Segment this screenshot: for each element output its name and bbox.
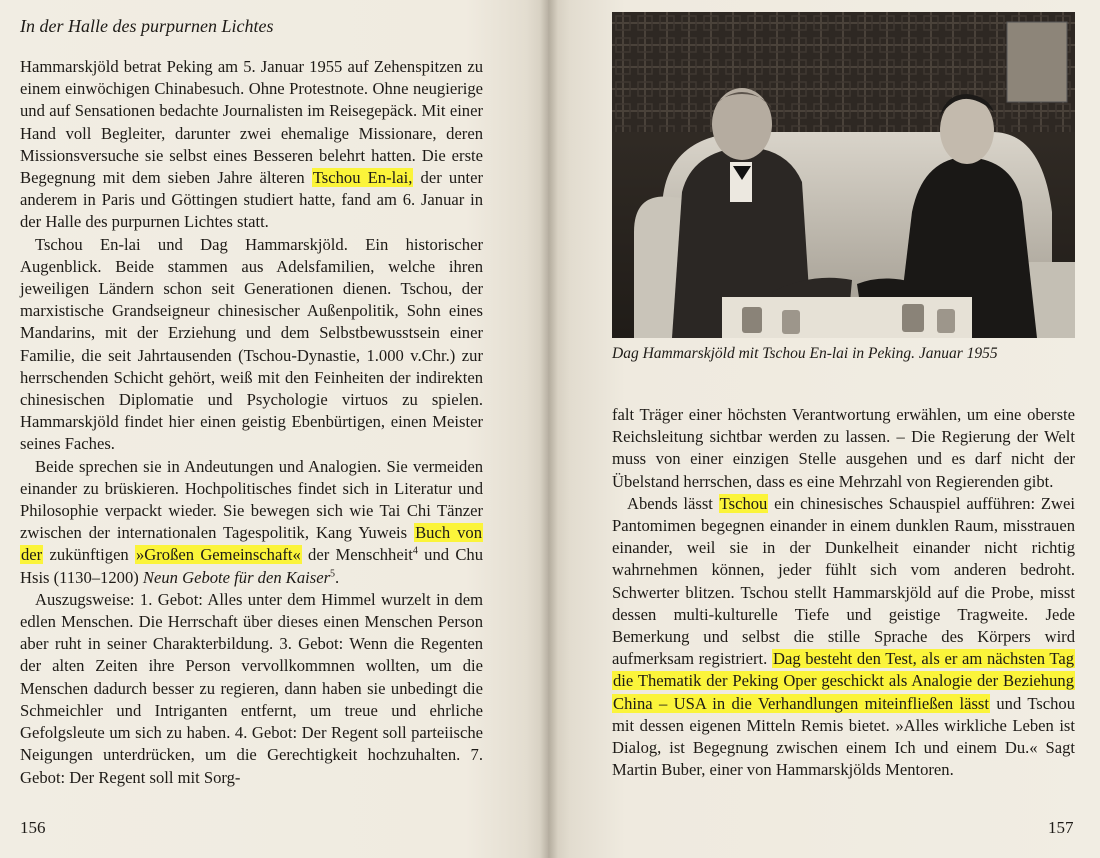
- highlighted-text: Dag besteht den Test, als er am nächsten Tag die Thematik der Peking Oper geschickt als Analogie der Beziehung China – USA in die Verhandlungen miteinfließen lässt: [613, 649, 1074, 713]
- book-title: Neun Gebote für den Kaiser: [142, 567, 331, 587]
- paragraph: [612, 404, 1075, 493]
- photo-caption: [612, 345, 1075, 363]
- text-segment: der unter anderem in Paris und Göttingen studiert hatte, fand am 6. Januar in der Halle des purpurnen Lichtes statt.: [20, 168, 483, 232]
- text-segment: Abends lässt: [627, 493, 719, 513]
- running-head: In der Halle des purpurnen Lichtes: [20, 16, 274, 36]
- paragraph: [20, 456, 483, 589]
- highlighted-text: Tschou En-lai,: [312, 168, 413, 188]
- page-number-left: 156: [20, 818, 46, 837]
- paragraph: [20, 56, 483, 234]
- photo-illustration: [612, 12, 1075, 338]
- text-segment: Tschou En-lai und Dag Hammarskjöld. Ein historischer Augenblick. Beide stammen aus Adelsfamilien, welche ihren jeweiligen Ländern schon seit Generationen dienen. Tschou, der marxistische Grandseigneur chinesischer Außenpolitik, Sohn eines Mandarins, mit der Erziehung und dem Selbstbewusstsein einer Familie, die seit Jahrtausenden (Tschou-Dynastie, 1.000 v.Chr.) zur herrschenden Schicht gehört, weiß mit den Feinheiten der indirekten chinesischen Diplomatie und Psychologie virtuos zu spielen. Hammarskjöld findet hier einen geistig Ebenbürtigen, einen Meister seines Faches.: [20, 234, 483, 454]
- book-gutter: [540, 0, 558, 858]
- highlighted-text: Buch von der: [21, 523, 482, 565]
- highlighted-text: Tschou: [719, 493, 768, 513]
- photo: [612, 12, 1075, 338]
- text-segment: zukünftigen: [43, 545, 135, 565]
- paragraph: [20, 589, 483, 789]
- carved-wall: [612, 12, 1075, 132]
- text-segment: und Chu Hsis (1130–1200): [20, 545, 484, 587]
- paragraph: [612, 493, 1075, 782]
- text-segment: und Tschou mit dessen eigenen Mitteln Remis bietet. »Alles wirkliche Leben ist Dialog, ist Begegnung zwischen einem Ich und einem Du.« Sagt Martin Buber, einer von Hammarskjölds Mentoren.: [612, 693, 1076, 780]
- text-segment: Hammarskjöld betrat Peking am 5. Januar 1955 auf Zehenspitzen zu einem einwöchigen Chinabesuch. Ohne Protestnote. Ohne neugierige und auf Sensationen bedachte Journalisten im Reisegepäck. Mit einer Hand voll Begleiter, darunter zwei ehemalige Missionare, deren Missionsversuche sie selbst eines Besseren belehrt hatten. Die erste Begegnung mit dem sieben Jahre älteren: [20, 57, 483, 188]
- text-segment: Beide sprechen sie in Andeutungen und Analogien. Sie vermeiden einander zu brüskieren. Hochpolitisches findet sich in Literatur und Philosophie verpackt wieder. Sie bewegen sich wie Tai Chi Tänzer zwischen der internationalen Tagespolitik, Kang Yuweis: [20, 456, 483, 543]
- highlighted-text: »Großen Gemeinschaft«: [136, 545, 301, 565]
- page-number-right: 157: [1048, 818, 1074, 837]
- footnote-marker: 4: [412, 545, 418, 557]
- text-segment: ein chinesisches Schauspiel aufführen: Zwei Pantomimen begegnen einander in einem dunklen Raum, misstrauen einander, weil sie in der Dunkelheit einander nicht richtig wahrnehmen können, jeder fühlt sich vom anderen bedroht. Schwerter blitzen. Tschou stellt Hammarskjöld auf die Probe, misst dessen multi-kulturelle Tiefe und geistige Tragweite. Jede Bemerkung und selbst die stille Sprache des Körpers wird aufmerksam registriert.: [612, 493, 1075, 669]
- text-segment: falt Träger einer höchsten Verantwortung erwählen, um eine oberste Reichsleitung sichtbar werden zu lassen. – Die Regierung der Welt muss von einer einzigen Stelle ausgehen und es darf nicht der Übelstand herrschen, dass es eine Mehrzahl von Regierenden gibt.: [612, 405, 1075, 491]
- text-segment: Auszugsweise: 1. Gebot: Alles unter dem Himmel wurzelt in dem edlen Menschen. Die Herrschaft über dieses einen Menschen Person aber ruht in seiner Charakterbildung. 3. Gebot: Wenn die Regenten der alten Zeiten ihre Person vervollkommnen wollten, um die Menschen dadurch besser zu regieren, dann haben sie unbedingt die Schmeichler und Intriganten entfernt, um treue und ehrliche Gefolgsleute um sich zu haben. 4. Gebot: Der Regent soll parteiische Neigungen unterdrücken, um die Gerechtigkeit hochzuhalten. 7. Gebot: Der Regent soll mit Sorg-: [20, 589, 483, 787]
- left-text-block: [20, 56, 483, 789]
- wall-painting: [1007, 22, 1067, 102]
- paragraph: [20, 234, 483, 456]
- right-text-block: [612, 404, 1075, 781]
- right-page: [548, 0, 1100, 858]
- text-segment: der Menschheit: [301, 545, 413, 565]
- footnote-marker: 5: [330, 568, 336, 580]
- left-page: [0, 0, 548, 858]
- text-segment: .: [335, 567, 340, 587]
- photo-caption-text: Dag Hammarskjöld mit Tschou En-lai in Peking. Januar 1955: [612, 345, 998, 362]
- table-with-cups: [722, 297, 972, 338]
